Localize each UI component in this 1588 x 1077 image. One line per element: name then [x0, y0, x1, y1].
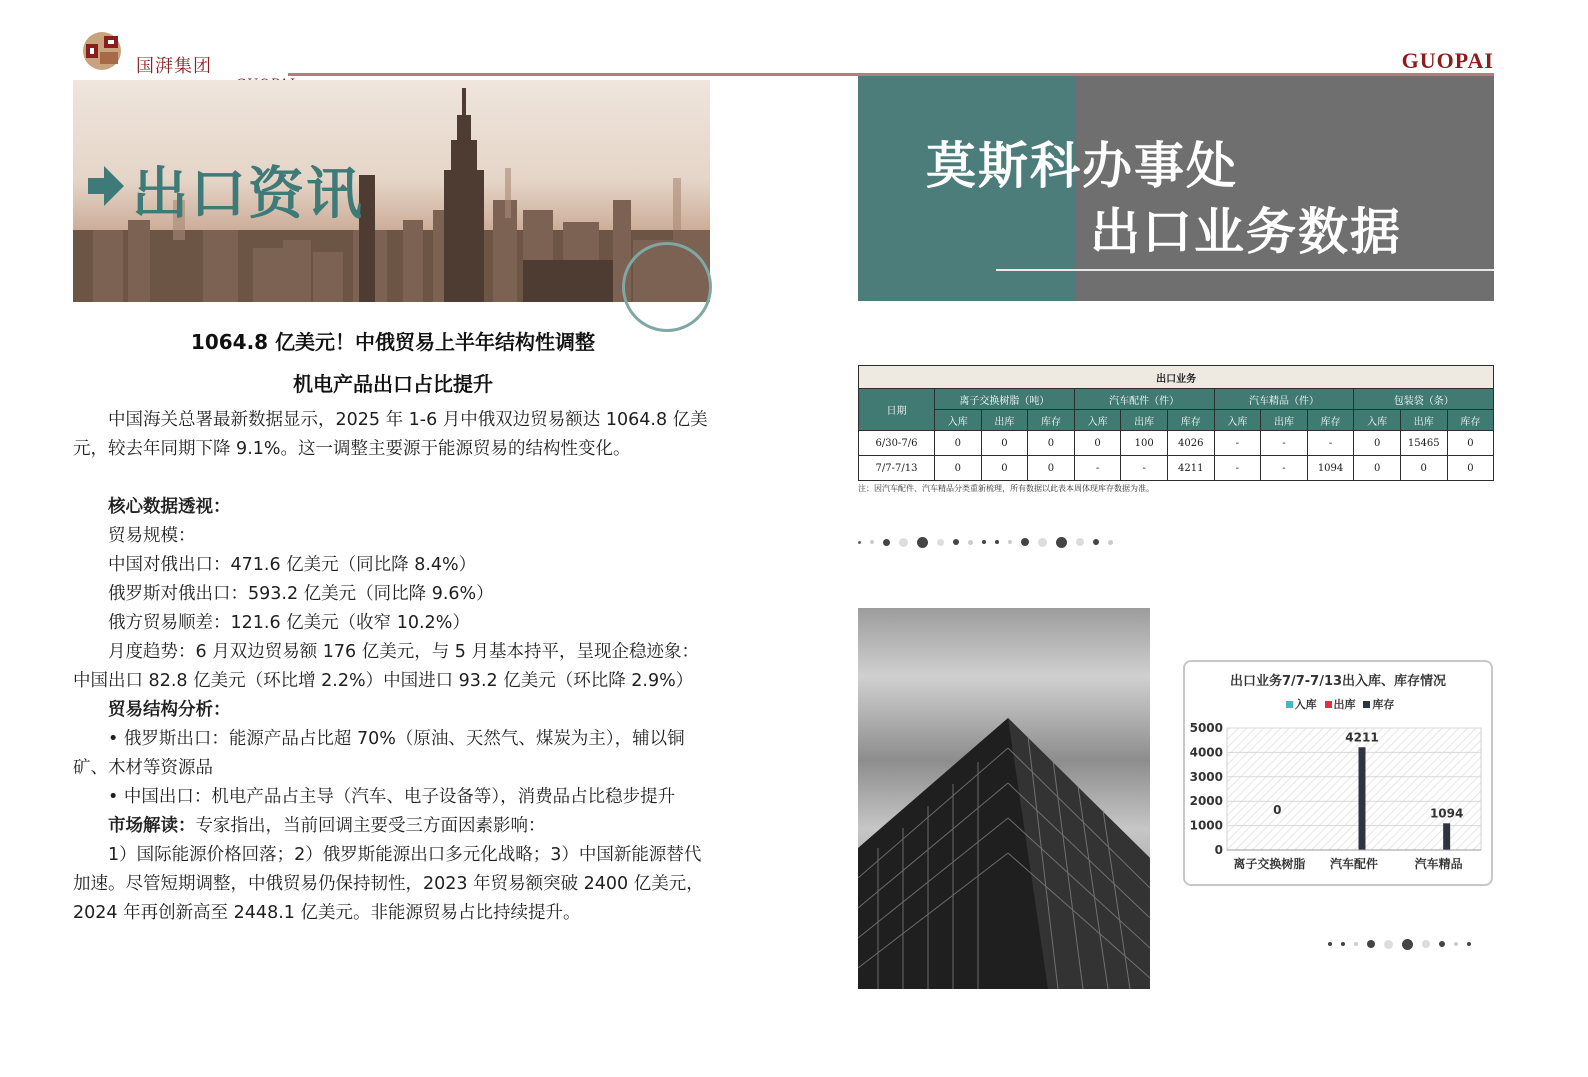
data-label: 0	[1273, 803, 1282, 817]
hero-title-line1: 莫斯科办事处	[926, 137, 1238, 195]
table-cell: 0	[1028, 456, 1075, 481]
table-row	[859, 456, 1494, 481]
china-export-line: 中国对俄出口：471.6 亿美元（同比降 8.4%）	[108, 555, 477, 575]
core-data-heading: 核心数据透视：	[108, 497, 231, 517]
table-cell: 1094	[1307, 456, 1354, 481]
market-text: 专家指出，当前回调主要受三方面因素影响：	[195, 816, 546, 836]
bar-chart	[1185, 662, 1491, 884]
trade-surplus-line: 俄方贸易顺差：121.6 亿美元（收窄 10.2%）	[108, 613, 470, 633]
y-tick-label: 4000	[1189, 745, 1223, 760]
arrow-right-icon	[88, 166, 124, 206]
table-cell: 7/7-7/13	[859, 456, 935, 481]
table-cell: -	[1214, 456, 1261, 481]
y-tick-label: 5000	[1189, 721, 1223, 735]
table-cell: -	[1214, 431, 1261, 456]
table-cell: 0	[1354, 456, 1401, 481]
table-sub-header: 入库	[1214, 410, 1261, 431]
bar	[1359, 747, 1366, 850]
table-cell: -	[1121, 456, 1168, 481]
market-label: 市场解读：	[108, 816, 196, 836]
data-label: 4211	[1345, 730, 1379, 745]
table-cell: -	[1261, 456, 1308, 481]
article-body	[73, 406, 713, 928]
table-sub-header: 库存	[1307, 410, 1354, 431]
table-cell: 0	[981, 456, 1028, 481]
table-sub-header: 出库	[1261, 410, 1308, 431]
chart-title: 出口业务7/7-7/13出入库、库存情况	[1229, 674, 1447, 689]
x-tick-label: 离子交换树脂	[1233, 857, 1306, 871]
plot-area	[1227, 728, 1481, 850]
china-export-bullet: • 中国出口：机电产品占主导（汽车、电子设备等），消费品占比稳步提升	[108, 787, 676, 807]
brand-wordmark: GUOPAI	[1401, 48, 1494, 73]
table-sub-header: 库存	[1447, 410, 1494, 431]
table-row	[859, 431, 1494, 456]
trade-scale-heading: 贸易规模：	[108, 526, 196, 546]
decorative-dots	[1328, 937, 1471, 951]
table-date-header: 日期	[859, 389, 935, 431]
table-cell: 100	[1121, 431, 1168, 456]
table-cell: 0	[1447, 431, 1494, 456]
russia-export-line: 俄罗斯对俄出口：593.2 亿美元（同比降 9.6%）	[108, 584, 494, 604]
skyscraper-photo	[858, 608, 1150, 989]
table-sub-header: 出库	[1121, 410, 1168, 431]
table-cell: 0	[1074, 431, 1121, 456]
table-group-header: 包装袋（条）	[1354, 389, 1494, 410]
table-cell: 0	[935, 431, 982, 456]
table-cell: 4026	[1167, 431, 1214, 456]
legend-label: 入库	[1294, 698, 1317, 711]
decorative-dots	[858, 535, 1113, 549]
x-tick-label: 汽车精品	[1414, 857, 1463, 871]
russia-export-bullet: • 俄罗斯出口：能源产品占比超 70%（原油、天然气、煤炭为主），辅以铜矿、木材等资源品	[73, 729, 685, 778]
hero-divider	[996, 269, 1494, 271]
table-cell: 0	[981, 431, 1028, 456]
logo-chinese-name: 国湃集团	[136, 56, 212, 77]
company-logo-icon	[82, 30, 122, 72]
table-group-header: 汽车精品（件）	[1214, 389, 1354, 410]
y-tick-label: 1000	[1189, 818, 1223, 833]
y-tick-label: 3000	[1189, 769, 1223, 784]
data-label: 1094	[1429, 806, 1464, 821]
structure-heading: 贸易结构分析：	[108, 700, 231, 720]
table-sub-header: 库存	[1167, 410, 1214, 431]
table-cell: 6/30-7/6	[859, 431, 935, 456]
article-subheadline: 机电产品出口占比提升	[293, 372, 493, 396]
table-cell: 4211	[1167, 456, 1214, 481]
table-cell: -	[1074, 456, 1121, 481]
intro-paragraph: 中国海关总署最新数据显示，2025 年 1-6 月中俄双边贸易额达 1064.8 亿美元，较去年同期下降 9.1%。这一调整主要源于能源贸易的结构性变化。	[73, 410, 708, 459]
legend-label: 出库	[1333, 698, 1356, 711]
export-table-container	[858, 365, 1494, 481]
table-cell: 0	[1447, 456, 1494, 481]
market-paragraph	[73, 812, 713, 841]
table-cell: -	[1261, 431, 1308, 456]
table-sub-header: 入库	[935, 410, 982, 431]
y-tick-label: 0	[1214, 843, 1223, 857]
table-sub-header: 入库	[1354, 410, 1401, 431]
table-note: 注：因汽车配件、汽车精品分类重新梳理，所有数据以此表本周体现库存数据为准。	[858, 484, 1154, 493]
export-chart-card	[1183, 660, 1493, 886]
table-caption: 出口业务	[859, 366, 1494, 389]
export-table	[858, 365, 1494, 481]
decorative-circle	[622, 242, 712, 332]
table-cell: 0	[1400, 456, 1447, 481]
table-cell: 0	[935, 456, 982, 481]
factors-paragraph: 1）国际能源价格回落；2）俄罗斯能源出口多元化战略；3）中国新能源替代加速。尽管短期调整，中俄贸易仍保持韧性，2023 年贸易额突破 2400 亿美元，2024 年再创新高至 2448.1 亿美元。非能源贸易占比持续提升。	[73, 845, 704, 923]
table-sub-header: 出库	[1400, 410, 1447, 431]
legend-label: 库存	[1372, 698, 1395, 711]
y-tick-label: 2000	[1189, 794, 1223, 809]
x-tick-label: 汽车配件	[1329, 857, 1379, 871]
table-sub-header: 出库	[981, 410, 1028, 431]
article-headline: 1064.8 亿美元！中俄贸易上半年结构性调整	[190, 330, 596, 354]
table-group-header: 离子交换树脂（吨）	[935, 389, 1075, 410]
skyscraper-graphic	[858, 608, 1150, 989]
table-sub-header: 入库	[1074, 410, 1121, 431]
table-cell: 0	[1354, 431, 1401, 456]
table-group-header: 汽车配件（件）	[1074, 389, 1214, 410]
table-cell: 0	[1028, 431, 1075, 456]
hero-title-line2: 出口业务数据	[1090, 203, 1402, 261]
table-sub-header: 库存	[1028, 410, 1075, 431]
section-title: 出口资讯	[132, 162, 364, 227]
monthly-trend-paragraph: 月度趋势：6 月双边贸易额 176 亿美元，与 5 月基本持平，呈现企稳迹象：中国出口 82.8 亿美元（环比增 2.2%）中国进口 93.2 亿美元（环比降 2.9%）	[73, 642, 699, 691]
table-cell: 15465	[1400, 431, 1447, 456]
table-cell: -	[1307, 431, 1354, 456]
bar	[1443, 823, 1450, 850]
